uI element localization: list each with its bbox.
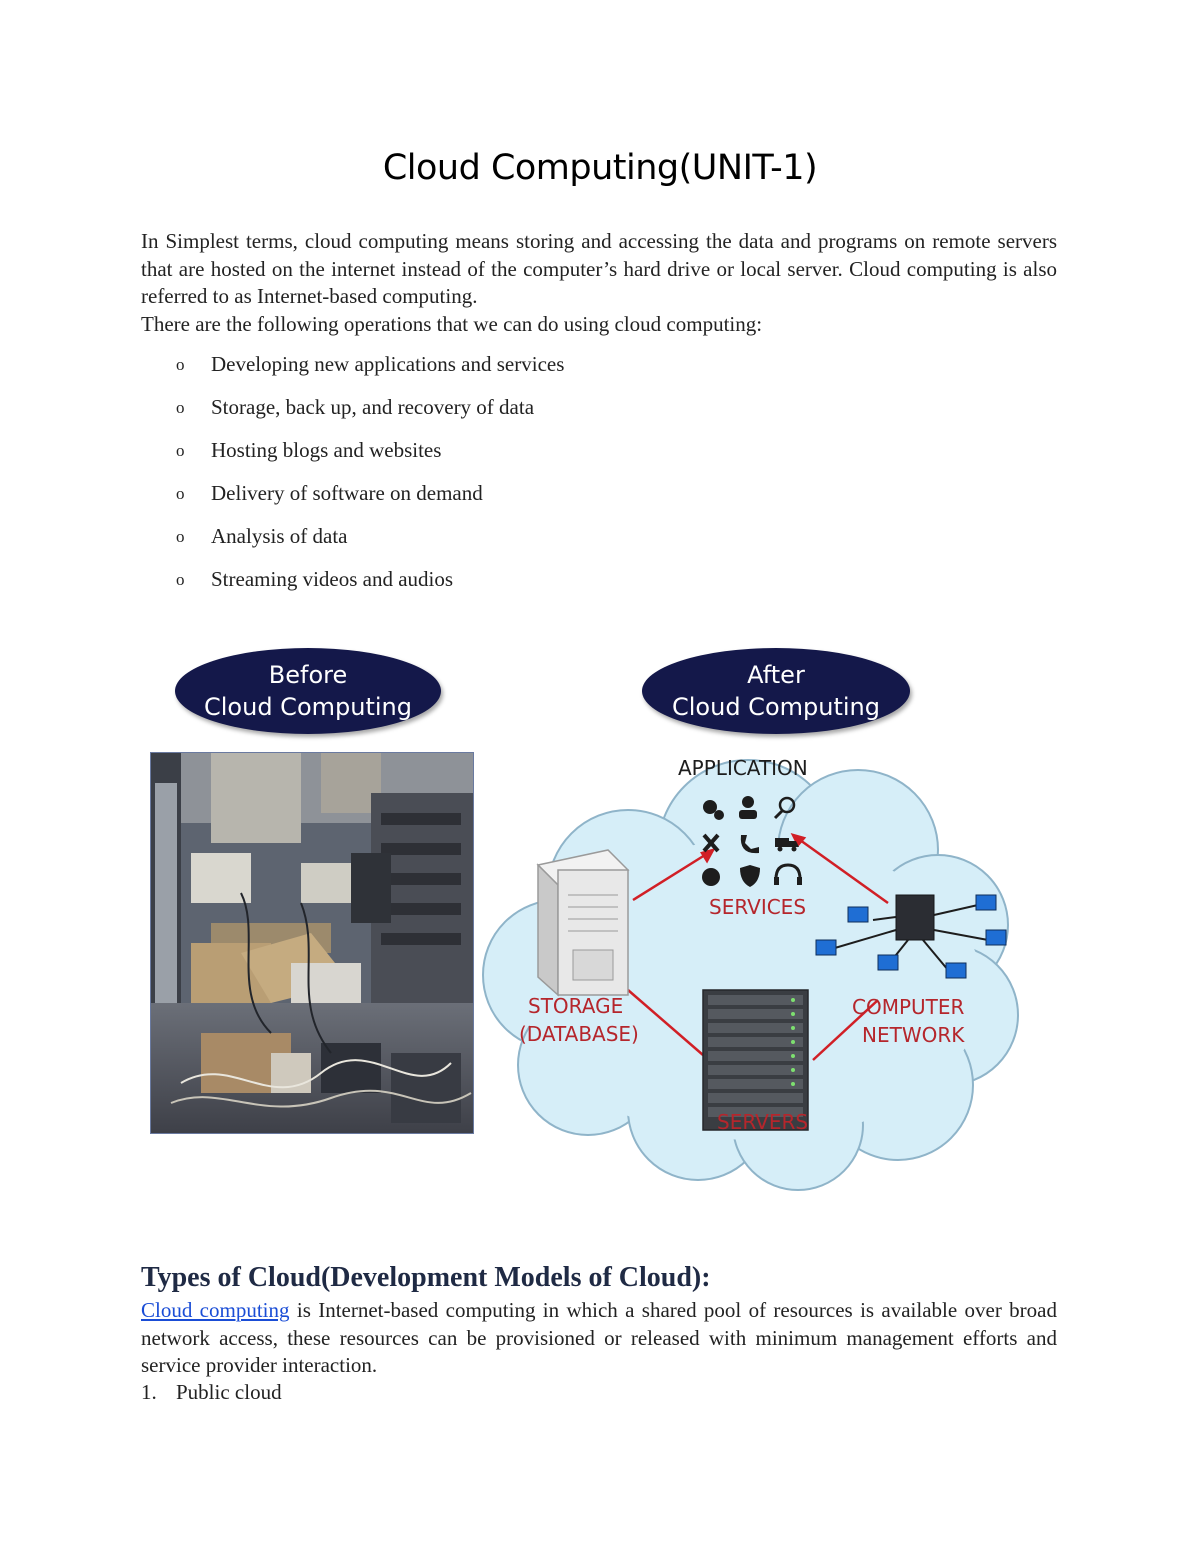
after-oval-line1: After (747, 661, 805, 689)
bullet-icon: o (176, 441, 185, 460)
list-item-label: Streaming videos and audios (211, 567, 454, 591)
types-paragraph-text: is Internet-based computing in which a shared pool of resources is available over broad network access, these resources can be provisioned or released with minimum management efforts and service provider interaction. (141, 1298, 1058, 1377)
before-cloud-oval (175, 648, 441, 734)
cloud-computing-link[interactable]: Cloud computing (141, 1298, 290, 1322)
intro-paragraph: In Simplest terms, cloud computing means storing and accessing the data and programs on remote servers that are hosted on the internet instead of the computer’s hard drive or local server. Cloud computing is also referred to as Internet-based computing. (141, 229, 1057, 308)
list-item (141, 478, 841, 521)
servers-label: SERVERS (717, 1110, 809, 1134)
storage-tower-icon (538, 850, 628, 995)
types-list (141, 1380, 282, 1405)
cluttered-room-illustration (151, 753, 473, 1133)
storage-label-line1: STORAGE (528, 994, 624, 1018)
list-item (141, 564, 841, 607)
list-item (141, 392, 841, 435)
network-label-line2: NETWORK (862, 1023, 965, 1047)
types-heading: Types of Cloud(Development Models of Cloud): (141, 1262, 711, 1293)
intro-lead: There are the following operations that we can do using cloud computing: (141, 311, 763, 336)
list-item-label: Hosting blogs and websites (211, 438, 442, 462)
lock-icon (702, 868, 720, 886)
cluttered-server-room-photo (150, 752, 474, 1134)
application-label: APPLICATION (678, 756, 808, 780)
intro-section (141, 228, 1057, 338)
list-item-label: Analysis of data (211, 524, 348, 548)
list-item (141, 435, 841, 478)
list-item (141, 521, 841, 564)
bullet-icon: o (176, 398, 185, 417)
cloud-diagram-svg (478, 755, 1023, 1200)
bullet-icon: o (176, 355, 185, 374)
page-title: Cloud Computing(UNIT-1) (382, 148, 818, 188)
bullet-icon: o (176, 484, 185, 503)
after-oval-line2: Cloud Computing (672, 693, 880, 721)
list-item-number: 1. (141, 1380, 157, 1404)
before-oval-line1: Before (268, 661, 348, 689)
before-oval-line2: Cloud Computing (204, 693, 412, 721)
list-item (141, 349, 841, 392)
after-cloud-oval (642, 648, 910, 734)
list-item-label: Developing new applications and services (211, 352, 565, 376)
operations-list (141, 349, 841, 607)
network-label-line1: COMPUTER (852, 995, 965, 1019)
list-item-label: Delivery of software on demand (211, 481, 483, 505)
types-paragraph (141, 1297, 1057, 1380)
list-item-label: Storage, back up, and recovery of data (211, 395, 535, 419)
list-item (141, 1380, 282, 1405)
cloud-diagram (478, 755, 1023, 1200)
storage-label-line2: (DATABASE) (519, 1022, 639, 1046)
bullet-icon: o (176, 570, 185, 589)
list-item-label: Public cloud (176, 1380, 282, 1404)
server-rack-icon (703, 990, 808, 1130)
bullet-icon: o (176, 527, 185, 546)
services-label: SERVICES (709, 895, 807, 919)
